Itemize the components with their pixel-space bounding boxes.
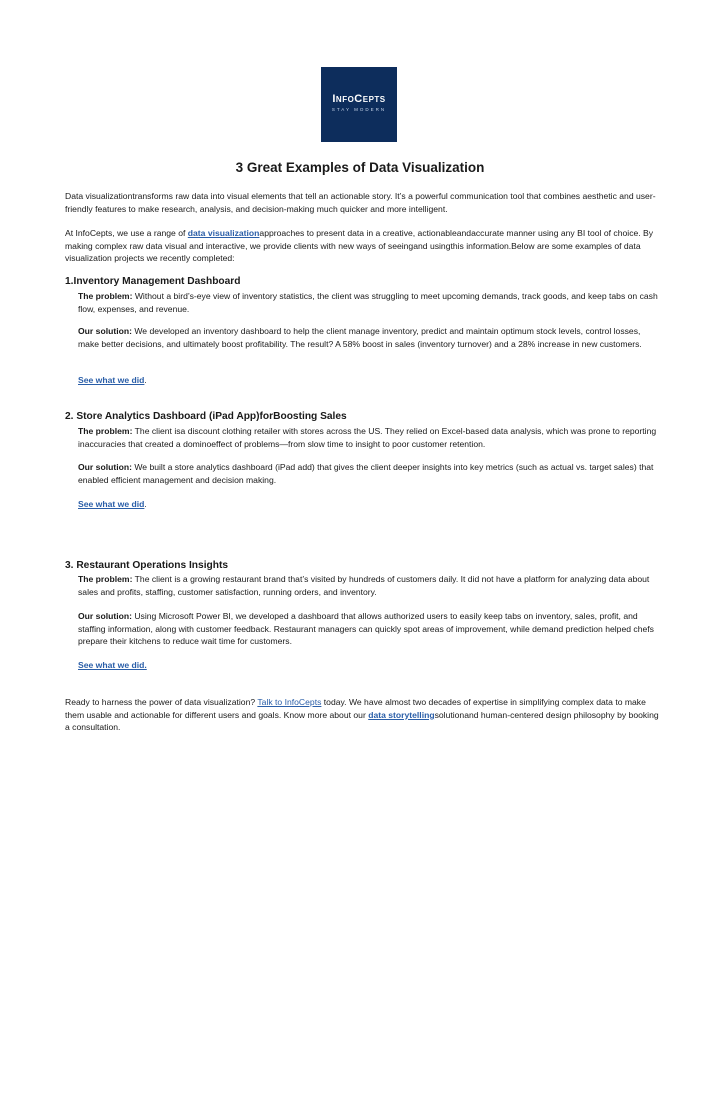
problem-text: The client is a growing restaurant brand that’s visited by hundreds of customers daily. It did not have a platform for analyzing data about sales and profits, staffing, customer satisfaction, running orders, and inventory. — [78, 574, 650, 597]
problem-text: Without a bird’s-eye view of inventory statistics, the client was struggling to meet upcoming demands, track goods, and keep tabs on cash flow, expenses, and revenue. — [78, 291, 658, 314]
solution-label: Our solution: — [78, 326, 132, 336]
problem-label: The problem: — [78, 574, 133, 584]
problem-label: The problem: — [78, 426, 133, 436]
logo-name: InfoCepts — [332, 93, 386, 105]
data-visualization-link[interactable]: data visualization — [187, 228, 260, 238]
see-what-we-did-link-2[interactable]: See what we did — [78, 499, 145, 509]
section-2-solution — [78, 461, 663, 486]
solution-label: Our solution: — [78, 462, 132, 472]
section-1-problem — [78, 290, 663, 315]
section-1-solution — [78, 325, 663, 350]
intro-paragraph-2 — [65, 227, 660, 265]
section-1-link-line — [78, 374, 663, 387]
see-what-we-did-link-1[interactable]: See what we did — [78, 375, 145, 385]
solution-label: Our solution: — [78, 611, 132, 621]
closing-text-middle: today. We have almost two decades of expertise in simplifying complex data to make them usable and actionable for different users and goals. Know more about our — [65, 697, 646, 720]
section-3-link-line — [78, 659, 663, 672]
section-3-problem — [78, 573, 663, 598]
link-suffix: . — [144, 375, 147, 385]
talk-to-infocepts-link[interactable]: Talk to InfoCepts — [257, 697, 322, 707]
see-what-we-did-link-3[interactable]: See what we did. — [78, 660, 147, 670]
closing-paragraph — [65, 696, 660, 734]
closing-text-before: Ready to harness the power of data visualization? — [65, 697, 258, 707]
problem-label: The problem: — [78, 291, 133, 301]
infocepts-logo — [321, 67, 397, 142]
section-2-link-line — [78, 498, 663, 511]
section-3-heading: 3. Restaurant Operations Insights — [65, 560, 229, 571]
section-3-solution — [78, 610, 663, 648]
intro-paragraph-1: Data visualizationtransforms raw data into visual elements that tell an actionable story. It’s a powerful communication tool that combines aesthetic and user-friendly features to make research, analysis, and decision-making much quicker and more intelligent. — [65, 191, 656, 214]
section-2-problem — [78, 425, 663, 450]
closing-text-after: solutionand human-centered design philosophy by booking a consultation. — [65, 709, 659, 732]
section-2-heading: 2. Store Analytics Dashboard (iPad App)forBoosting Sales — [65, 411, 347, 422]
problem-text: The client isa discount clothing retailer with stores across the US. They relied on Excel-based data analysis, which was prone to reporting inaccuracies that created a dominoeffect of problems—from slow time to insight to poor customer retention. — [78, 426, 657, 449]
solution-text: Using Microsoft Power BI, we developed a dashboard that allows authorized users to easily keep tabs on inventory, sales, profit, and staffing information, along with customer feedback. Restaurant managers can quickly spot areas of improvement, while demand prediction helped chefs prepare their kitchens to reduce wait time for customers. — [78, 611, 654, 646]
solution-text: We developed an inventory dashboard to help the client manage inventory, predict and maintain optimum stock levels, control losses, make better decisions, and ultimately boost profitability. The result? A 58% boost in sales (inventory turnover) and a 28% increase in new customers. — [78, 326, 642, 349]
link-suffix: . — [144, 499, 147, 509]
page-title: 3 Great Examples of Data Visualization — [235, 160, 485, 175]
data-storytelling-link[interactable]: data storytelling — [368, 709, 435, 720]
intro-2-text-after: approaches to present data in a creative, actionableandaccurate manner using any BI tool of choice. By making complex raw data visual and interactive, we provide clients with new ways of seeingand usingthis information.Below are some examples of data visualization projects we recently completed: — [65, 228, 654, 263]
logo-tagline: STAY MODERN — [331, 107, 387, 112]
section-1-heading: 1.Inventory Management Dashboard — [65, 276, 241, 287]
solution-text: We built a store analytics dashboard (iPad add) that gives the client deeper insights into key metrics (such as actual vs. target sales) that enabled efficient management and decision making. — [78, 462, 654, 485]
intro-2-text-before: At InfoCepts, we use a range of — [65, 228, 188, 238]
